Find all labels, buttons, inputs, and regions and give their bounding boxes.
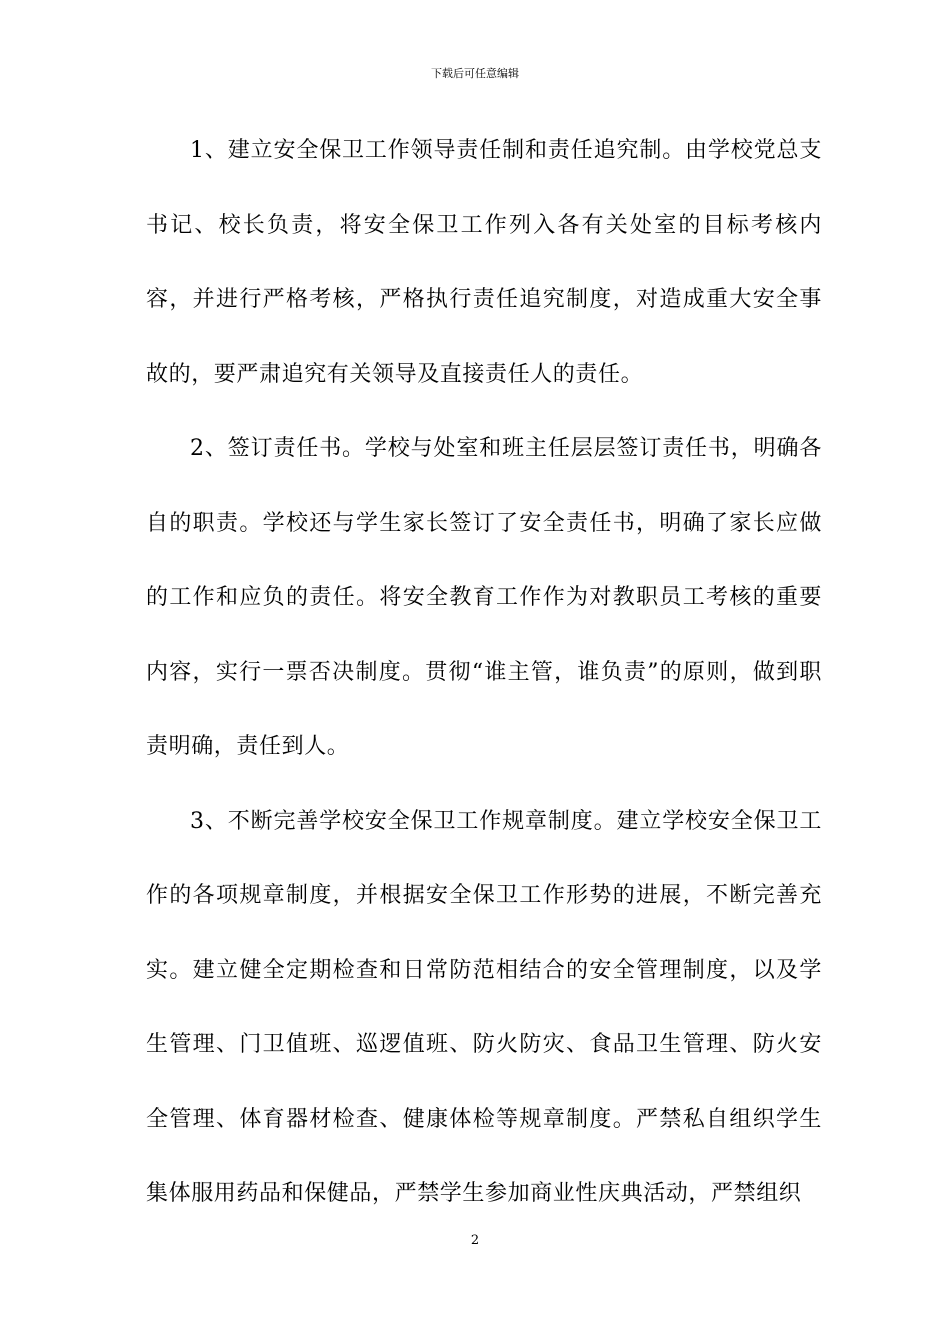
page-header: 下载后可任意编辑 [431, 67, 519, 80]
page-number: 2 [470, 1233, 480, 1248]
paragraph-1: 1、建立安全保卫工作领导责任制和责任追究制。由学校党总支书记、校长负责，将安全保卫工作列入各有关处室的目标考核内容，并进行严格考核，严格执行责任追究制度，对造成重大安全事故的，要严肃追究有关领导及直接责任人的责任。 [146, 138, 822, 387]
document-body [146, 114, 822, 1232]
paragraph-3: 3、不断完善学校安全保卫工作规章制度。建立学校安全保卫工作的各项规章制度，并根据安全保卫工作形势的进展，不断完善充实。建立健全定期检查和日常防范相结合的安全管理制度，以及学生管理、门卫值班、巡逻值班、防火防灾、食品卫生管理、防火安全管理、体育器材检查、健康体检等规章制度。严禁私自组织学生集体服用药品和保健品，严禁学生参加商业性庆典活动，严禁组织 [146, 808, 822, 1206]
paragraph-2: 2、签订责任书。学校与处室和班主任层层签订责任书，明确各自的职责。学校还与学生家长签订了安全责任书，明确了家长应做的工作和应负的责任。将安全教育工作作为对教职员工考核的重要内容，实行一票否决制度。贯彻“谁主管，谁负责”的原则，做到职责明确，责任到人。 [146, 436, 822, 759]
